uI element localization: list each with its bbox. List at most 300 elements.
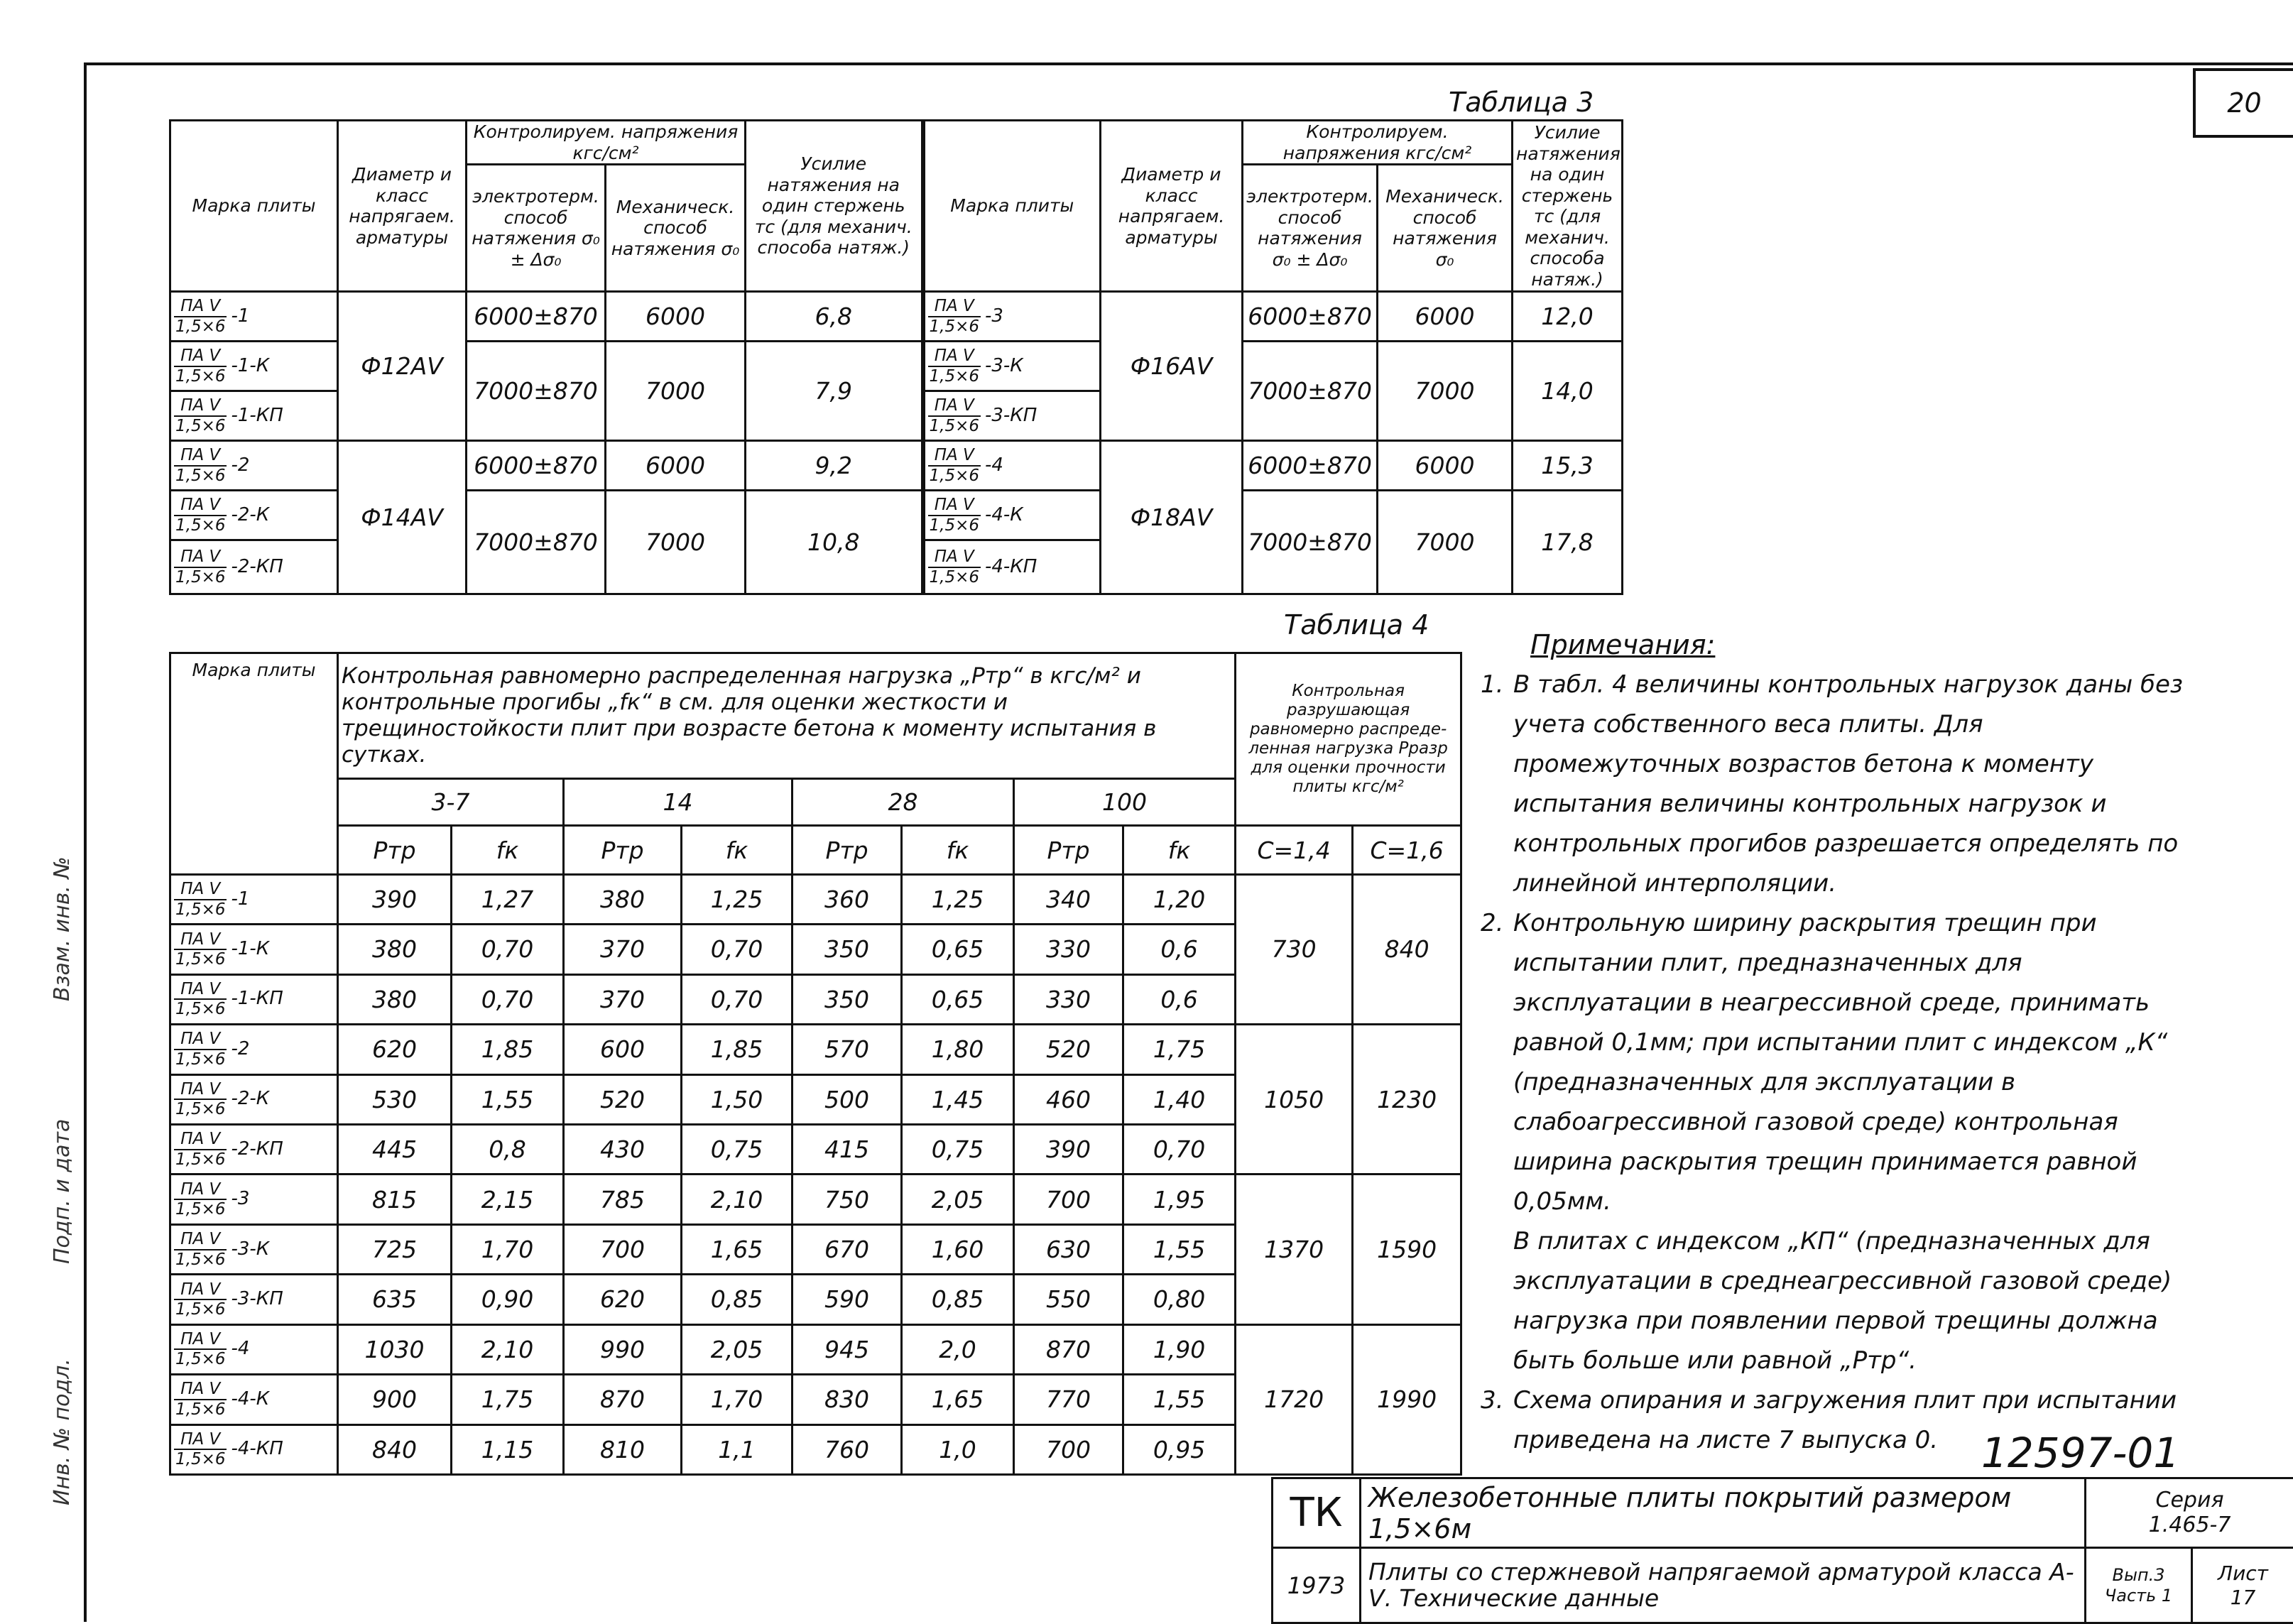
t4-row-11-f-age-3: 1,65 (902, 1375, 1014, 1424)
t3-header-mech-2: Механическ. способ натяжения σ₀ (1378, 165, 1513, 292)
t4-row-9-p-age-4: 550 (1014, 1275, 1123, 1324)
t4-row-9-p-age-2: 620 (564, 1275, 682, 1324)
t4-row-12-f-age-4: 0,95 (1123, 1424, 1236, 1475)
t4-row-mark-1-size: 1,5×6 (174, 900, 227, 919)
t4-row-7-f-age-4: 1,95 (1123, 1175, 1236, 1224)
t4-row-3-p-age-3: 350 (793, 974, 902, 1024)
t4-row-1-p-age-2: 380 (564, 874, 682, 924)
t4-row-7-f-age-1: 2,15 (452, 1175, 564, 1224)
t4-row-2-p-age-1: 380 (338, 925, 452, 974)
t4-row-mark-5-size: 1,5×6 (174, 1100, 227, 1118)
t4-row-2-p-age-3: 350 (793, 925, 902, 974)
t3-left-mark-3-index: -1-КП (231, 405, 283, 426)
t3-header-diam: Диаметр и класс напрягаем. арматуры (338, 121, 467, 292)
sheet-number-box (2193, 68, 2293, 138)
t4-row-2-f-age-4: 0,6 (1123, 925, 1236, 974)
note-2 (1481, 903, 2191, 1221)
t4-row-4-p-age-1: 620 (338, 1025, 452, 1074)
t3-left-mark-2-series: ПА Ⅴ (174, 347, 227, 366)
t4-row-11-p-age-2: 870 (564, 1375, 682, 1424)
t4-row-8-p-age-3: 670 (793, 1224, 902, 1274)
t3-header-mech: Механическ. способ натяжения σ₀ (606, 165, 746, 292)
t4-row-1-p-age-3: 360 (793, 874, 902, 924)
t4-row-mark-8-series: ПА Ⅴ (174, 1230, 227, 1250)
t4-row-mark-3-series: ПА Ⅴ (174, 980, 227, 1000)
t4-row-6-p-age-2: 430 (564, 1124, 682, 1174)
t4-header-main: Контрольная равномерно распределенная нагрузка „Pтр“ в кгс/м² и контрольные прогибы „fк“ в см. для оценки жесткости и трещиностойкости плит при возрасте бетона к моменту испытания в сутках. (338, 653, 1236, 779)
t4-row-12-p-age-3: 760 (793, 1424, 902, 1475)
t4-row-11-f-age-4: 1,55 (1123, 1375, 1236, 1424)
t4-row-1-p-age-4: 340 (1014, 874, 1123, 924)
margin-label-1: Инв. № подл. (50, 1358, 75, 1505)
t3-left-force-2: 7,9 (746, 342, 923, 441)
t3-right-mark-4-index: -4 (985, 454, 1003, 476)
t4-row-6-f-age-3: 0,75 (902, 1124, 1014, 1174)
t4-row-mark-11 (170, 1375, 338, 1424)
t4-c2: C=1,6 (1353, 826, 1461, 874)
t3-right-electro-2: 7000±870 (1243, 342, 1378, 441)
t4-row-6-f-age-4: 0,70 (1123, 1124, 1236, 1174)
t4-row-mark-2-size: 1,5×6 (174, 950, 227, 969)
t4-row-mark-4 (170, 1025, 338, 1074)
t4-row-mark-9-series: ПА Ⅴ (174, 1280, 227, 1300)
t4-row-mark-8-size: 1,5×6 (174, 1250, 227, 1269)
t4-row-11-f-age-2: 1,70 (682, 1375, 793, 1424)
t3-right-mech-1: 6000 (1378, 292, 1513, 342)
t4-row-1-f-age-1: 1,27 (452, 874, 564, 924)
t4-row-12-f-age-3: 1,0 (902, 1424, 1014, 1475)
t4-row-mark-11-series: ПА Ⅴ (174, 1380, 227, 1400)
t3-left-mark-4 (170, 441, 338, 491)
t3-header-control: Контролируем. напряжения кгс/см² (467, 121, 746, 165)
stamp-issue: Вып.3 (2093, 1565, 2184, 1586)
t4-row-10-p-age-1: 1030 (338, 1324, 452, 1374)
stamp-part: Часть 1 (2093, 1586, 2184, 1606)
t3-header-force-2: Усилие натяжения на один стержень тс (для механич. способа натяж.) (1513, 121, 1623, 292)
frame-left (84, 62, 87, 1622)
t4-row-mark-5 (170, 1074, 338, 1124)
t4-row-1-f-age-2: 1,25 (682, 874, 793, 924)
t3-right-mark-1 (923, 292, 1101, 342)
t4-row-7-f-age-3: 2,05 (902, 1175, 1014, 1224)
note-3-number: 3. (1481, 1380, 1513, 1460)
t4-row-1-p-age-1: 390 (338, 874, 452, 924)
t3-left-mech-1: 6000 (606, 292, 746, 342)
t3-left-mark-6-size: 1,5×6 (174, 568, 227, 587)
t4-row-11-f-age-1: 1,75 (452, 1375, 564, 1424)
t4-age-3: 28 (793, 779, 1014, 826)
t4-row-mark-8-fraction (174, 1230, 227, 1269)
note-1 (1481, 665, 2191, 903)
t3-left-force-5: 10,8 (746, 491, 923, 594)
t3-left-mark-2 (170, 342, 338, 391)
t4-row-8-f-age-1: 1,70 (452, 1224, 564, 1274)
t4-row-mark-7-fraction (174, 1180, 227, 1219)
t4-row-mark-9-index: -3-КП (231, 1288, 283, 1309)
table3-caption: Таблица 3 (1449, 87, 1594, 118)
margin-label-3: Взам. инв. № (50, 856, 75, 1001)
t4-row-mark-9-size: 1,5×6 (174, 1300, 227, 1319)
t4-row-mark-10 (170, 1324, 338, 1374)
t4-row-10-f-age-2: 2,05 (682, 1324, 793, 1374)
t4-row-mark-2-fraction (174, 930, 227, 969)
t4-group-4-c2: 1990 (1353, 1324, 1461, 1474)
stamp-sheet: 17 (2200, 1586, 2286, 1610)
t4-row-mark-10-series: ПА Ⅴ (174, 1330, 227, 1350)
t4-row-2-f-age-1: 0,70 (452, 925, 564, 974)
document-number: 12597-01 (1981, 1429, 2179, 1477)
t4-row-4-p-age-4: 520 (1014, 1025, 1123, 1074)
t4-row-mark-1-index: -1 (231, 888, 249, 910)
t4-p-2: Pтр (564, 826, 682, 874)
t4-row-4-f-age-2: 1,85 (682, 1025, 793, 1074)
t4-row-5-p-age-3: 500 (793, 1074, 902, 1124)
t4-f-3: fк (902, 826, 1014, 874)
t4-group-1-c1: 730 (1236, 874, 1353, 1024)
t3-right-mark-2-size: 1,5×6 (928, 367, 981, 386)
t4-row-7-p-age-3: 750 (793, 1175, 902, 1224)
t4-row-6-f-age-2: 0,75 (682, 1124, 793, 1174)
t3-left-mech-4: 6000 (606, 441, 746, 491)
t4-row-11-p-age-3: 830 (793, 1375, 902, 1424)
t3-header-electro-2: электротерм. способ натяжения σ₀ ± Δσ₀ (1243, 165, 1378, 292)
stamp-title-2: Плиты со стержневой напрягаемой арматурой класса А-Ⅴ. Технические данные (1361, 1548, 2086, 1623)
t3-left-mark-6-series: ПА Ⅴ (174, 547, 227, 567)
stamp-sheet-cell (2192, 1548, 2293, 1623)
t4-row-2-f-age-3: 0,65 (902, 925, 1014, 974)
t3-right-mark-2-series: ПА Ⅴ (928, 347, 981, 366)
t3-right-electro-1: 6000±870 (1243, 292, 1378, 342)
t3-right-mark-6-index: -4-КП (985, 556, 1037, 577)
notes-title: Примечания: (1530, 625, 2191, 665)
t4-row-10-f-age-3: 2,0 (902, 1324, 1014, 1374)
t4-row-mark-10-index: -4 (231, 1338, 249, 1359)
t4-group-2-c2: 1230 (1353, 1025, 1461, 1175)
t4-row-5-p-age-4: 460 (1014, 1074, 1123, 1124)
stamp-issue-cell (2086, 1548, 2192, 1623)
t4-group-4-c1: 1720 (1236, 1324, 1353, 1474)
t3-left-mark-3-series: ПА Ⅴ (174, 396, 227, 416)
t4-row-mark-4-index: -2 (231, 1038, 249, 1059)
t4-f-2: fк (682, 826, 793, 874)
t4-row-mark-5-fraction (174, 1080, 227, 1119)
note-1-number: 1. (1481, 665, 1513, 903)
t4-row-mark-12-index: -4-КП (231, 1438, 283, 1459)
t4-row-6-p-age-1: 445 (338, 1124, 452, 1174)
t3-right-mark-6 (923, 540, 1101, 594)
table4 (169, 652, 1462, 1476)
t3-left-electro-2: 7000±870 (467, 342, 606, 441)
t3-left-mech-5: 7000 (606, 491, 746, 594)
t4-p-3: Pтр (793, 826, 902, 874)
t3-header-diam-2: Диаметр и класс напрягаем. арматуры (1101, 121, 1243, 292)
t4-row-5-f-age-1: 1,55 (452, 1074, 564, 1124)
stamp-series: 1.465-7 (2093, 1513, 2286, 1538)
t3-right-mark-3-fraction (928, 396, 981, 435)
t4-row-mark-1-series: ПА Ⅴ (174, 880, 227, 900)
t3-right-mark-5-index: -4-К (985, 504, 1023, 525)
t4-row-9-f-age-3: 0,85 (902, 1275, 1014, 1324)
t4-row-7-p-age-1: 815 (338, 1175, 452, 1224)
t4-row-mark-9 (170, 1275, 338, 1324)
t3-left-mark-2-index: -1-К (231, 355, 269, 376)
stamp-series-cell (2086, 1478, 2293, 1548)
t4-row-7-p-age-4: 700 (1014, 1175, 1123, 1224)
t3-right-mark-1-series: ПА Ⅴ (928, 297, 981, 317)
t4-row-8-f-age-3: 1,60 (902, 1224, 1014, 1274)
t3-right-mark-6-series: ПА Ⅴ (928, 547, 981, 567)
t3-header-mark-2: Марка плиты (923, 121, 1101, 292)
t3-right-diam-1: Ф16АⅤ (1101, 292, 1243, 441)
t3-left-mark-5-index: -2-К (231, 504, 269, 525)
t4-row-mark-4-series: ПА Ⅴ (174, 1030, 227, 1050)
t4-age-2: 14 (564, 779, 793, 826)
t4-row-3-f-age-1: 0,70 (452, 974, 564, 1024)
t4-row-12-p-age-1: 840 (338, 1424, 452, 1475)
t4-row-4-f-age-1: 1,85 (452, 1025, 564, 1074)
t4-row-5-f-age-4: 1,40 (1123, 1074, 1236, 1124)
t3-left-mark-2-fraction (174, 347, 227, 386)
t3-right-force-5: 17,8 (1513, 491, 1623, 594)
t3-left-mark-1-index: -1 (231, 305, 249, 327)
t4-row-9-p-age-3: 590 (793, 1275, 902, 1324)
t3-right-mark-4-size: 1,5×6 (928, 467, 981, 485)
t4-row-mark-7-size: 1,5×6 (174, 1200, 227, 1219)
t4-row-5-p-age-2: 520 (564, 1074, 682, 1124)
t3-right-mark-3 (923, 391, 1101, 441)
stamp-sheet-label: Лист (2200, 1562, 2286, 1586)
t3-left-mark-6 (170, 540, 338, 594)
t3-right-mark-3-series: ПА Ⅴ (928, 396, 981, 416)
t3-left-mech-2: 7000 (606, 342, 746, 441)
t4-row-3-f-age-3: 0,65 (902, 974, 1014, 1024)
t3-right-force-2: 14,0 (1513, 342, 1623, 441)
t3-left-mark-3 (170, 391, 338, 441)
t3-right-mark-3-index: -3-КП (985, 405, 1037, 426)
t3-left-mark-1-size: 1,5×6 (174, 317, 227, 336)
t4-row-6-f-age-1: 0,8 (452, 1124, 564, 1174)
t3-left-mark-4-fraction (174, 446, 227, 485)
t4-row-mark-6 (170, 1124, 338, 1174)
t4-row-mark-2 (170, 925, 338, 974)
t4-row-11-p-age-1: 900 (338, 1375, 452, 1424)
t3-left-mark-4-index: -2 (231, 454, 249, 476)
t3-left-mark-3-fraction (174, 396, 227, 435)
table4-caption: Таблица 4 (1284, 609, 1429, 641)
t4-row-3-p-age-1: 380 (338, 974, 452, 1024)
t4-row-mark-12 (170, 1424, 338, 1475)
t4-row-mark-8-index: -3-К (231, 1238, 269, 1260)
t4-row-mark-7-index: -3 (231, 1188, 249, 1209)
margin-label-2: Подп. и дата (50, 1119, 75, 1264)
t4-row-4-p-age-3: 570 (793, 1025, 902, 1074)
t4-row-10-f-age-1: 2,10 (452, 1324, 564, 1374)
t4-row-mark-12-fraction (174, 1430, 227, 1469)
t4-row-mark-6-fraction (174, 1130, 227, 1169)
t4-row-mark-3-size: 1,5×6 (174, 1000, 227, 1018)
t4-age-4: 100 (1014, 779, 1236, 826)
t4-row-mark-9-fraction (174, 1280, 227, 1319)
t4-row-mark-5-index: -2-К (231, 1088, 269, 1109)
t3-left-diam-1: Ф12АⅤ (338, 292, 467, 441)
t3-left-mark-4-size: 1,5×6 (174, 467, 227, 485)
t3-right-diam-2: Ф18АⅤ (1101, 441, 1243, 594)
t4-row-7-p-age-2: 785 (564, 1175, 682, 1224)
t4-row-6-p-age-4: 390 (1014, 1124, 1123, 1174)
t3-left-mark-5-fraction (174, 496, 227, 535)
t4-row-mark-1 (170, 874, 338, 924)
t4-row-3-p-age-2: 370 (564, 974, 682, 1024)
note-2-text: Контрольную ширину раскрытия трещин при испытании плит, предназначенных для эксплуатации в неагрессивной среде, принимать равной 0,1мм; при испытании плит с индексом „К“ (предназначенных для эксплуатации в слабоагрессивной газовой среде) контрольная ширина раскрытия трещин принимается равной 0,05мм. (1513, 903, 2191, 1221)
t3-right-mark-1-fraction (928, 297, 981, 336)
sheet-number: 20 (2227, 87, 2261, 119)
t4-row-mark-1-fraction (174, 880, 227, 919)
t4-row-4-f-age-4: 1,75 (1123, 1025, 1236, 1074)
t4-row-1-f-age-4: 1,20 (1123, 874, 1236, 924)
t4-row-mark-5-series: ПА Ⅴ (174, 1080, 227, 1100)
t3-left-mark-1-fraction (174, 297, 227, 336)
t3-right-mark-5-fraction (928, 496, 981, 535)
t4-row-9-f-age-1: 0,90 (452, 1275, 564, 1324)
t3-left-mark-6-fraction (174, 547, 227, 587)
t4-row-mark-11-index: -4-К (231, 1388, 269, 1410)
t3-right-mark-3-size: 1,5×6 (928, 417, 981, 435)
t4-row-mark-10-size: 1,5×6 (174, 1350, 227, 1368)
t4-row-1-f-age-3: 1,25 (902, 874, 1014, 924)
t4-row-mark-10-fraction (174, 1330, 227, 1369)
t4-row-12-f-age-1: 1,15 (452, 1424, 564, 1475)
t3-left-mark-1 (170, 292, 338, 342)
t3-right-mark-5-size: 1,5×6 (928, 516, 981, 535)
t4-row-2-p-age-4: 330 (1014, 925, 1123, 974)
t4-header-mark: Марка плиты (170, 653, 338, 875)
t3-right-mark-5-series: ПА Ⅴ (928, 496, 981, 516)
t4-row-mark-4-fraction (174, 1030, 227, 1069)
t3-right-mech-5: 7000 (1378, 491, 1513, 594)
frame-top (84, 62, 2293, 65)
t3-right-electro-5: 7000±870 (1243, 491, 1378, 594)
table3 (169, 119, 1623, 595)
t4-row-8-p-age-2: 700 (564, 1224, 682, 1274)
t4-row-mark-7 (170, 1175, 338, 1224)
t4-row-mark-6-index: -2-КП (231, 1138, 283, 1160)
t3-left-electro-4: 6000±870 (467, 441, 606, 491)
t4-row-8-p-age-1: 725 (338, 1224, 452, 1274)
t3-right-mark-4 (923, 441, 1101, 491)
t4-f-4: fк (1123, 826, 1236, 874)
t4-row-5-p-age-1: 530 (338, 1074, 452, 1124)
t4-row-5-f-age-3: 1,45 (902, 1074, 1014, 1124)
t3-right-force-1: 12,0 (1513, 292, 1623, 342)
t4-row-mark-3 (170, 974, 338, 1024)
note-1-text: В табл. 4 величины контрольных нагрузок даны без учета собственного веса плиты. Для промежуточных возрастов бетона к моменту испытания величины контрольных нагрузок и контрольных прогибов разрешается определять по линейной интерполяции. (1513, 665, 2191, 903)
t4-row-mark-6-series: ПА Ⅴ (174, 1130, 227, 1150)
t3-right-mark-2-index: -3-К (985, 355, 1023, 376)
t4-row-10-f-age-4: 1,90 (1123, 1324, 1236, 1374)
t4-row-3-f-age-2: 0,70 (682, 974, 793, 1024)
t4-row-11-p-age-4: 770 (1014, 1375, 1123, 1424)
t3-left-electro-1: 6000±870 (467, 292, 606, 342)
t4-group-3-c1: 1370 (1236, 1175, 1353, 1324)
t3-right-mech-2: 7000 (1378, 342, 1513, 441)
t4-group-1-c2: 840 (1353, 874, 1461, 1024)
margin-labels (50, 767, 78, 1513)
t4-row-8-f-age-2: 1,65 (682, 1224, 793, 1274)
t3-left-mark-2-size: 1,5×6 (174, 367, 227, 386)
t4-row-10-p-age-4: 870 (1014, 1324, 1123, 1374)
t4-p-1: Pтр (338, 826, 452, 874)
t4-group-3-c2: 1590 (1353, 1175, 1461, 1324)
note-2-number: 2. (1481, 903, 1513, 1221)
stamp-title-1: Железобетонные плиты покрытий размером 1,5×6м (1361, 1478, 2086, 1548)
t4-row-2-p-age-2: 370 (564, 925, 682, 974)
t4-row-mark-6-size: 1,5×6 (174, 1150, 227, 1169)
t3-header-electro: электротерм. способ натяжения σ₀ ± Δσ₀ (467, 165, 606, 292)
t4-row-4-p-age-2: 600 (564, 1025, 682, 1074)
t4-group-2-c1: 1050 (1236, 1025, 1353, 1175)
t4-c1: C=1,4 (1236, 826, 1353, 874)
t3-right-mark-5 (923, 491, 1101, 540)
t3-right-mark-6-fraction (928, 547, 981, 587)
t4-row-9-f-age-4: 0,80 (1123, 1275, 1236, 1324)
t3-left-force-4: 9,2 (746, 441, 923, 491)
t4-header-destr: Контрольная разрушающая равномерно распреде- ленная нагрузка Pразр для оценки прочности плиты кгс/м² (1236, 653, 1461, 826)
t3-left-mark-5-series: ПА Ⅴ (174, 496, 227, 516)
t4-row-mark-3-fraction (174, 980, 227, 1019)
t4-row-12-p-age-2: 810 (564, 1424, 682, 1475)
t3-header-control-2: Контролируем. напряжения кгс/см² (1243, 121, 1513, 165)
t3-right-mark-2 (923, 342, 1101, 391)
t4-row-4-f-age-3: 1,80 (902, 1025, 1014, 1074)
t4-row-5-f-age-2: 1,50 (682, 1074, 793, 1124)
t4-row-mark-2-index: -1-К (231, 938, 269, 959)
t3-left-force-1: 6,8 (746, 292, 923, 342)
t4-row-10-p-age-3: 945 (793, 1324, 902, 1374)
t3-right-mark-1-index: -3 (985, 305, 1003, 327)
note-2-continued: В плитах с индексом „КП“ (предназначенных для эксплуатации в среднеагрессивной газовой среде) нагрузка при появлении первой трещины должна быть больше или равной „Pтр“. (1513, 1221, 2191, 1380)
t4-row-8-f-age-4: 1,55 (1123, 1224, 1236, 1274)
title-block (1271, 1477, 2293, 1624)
t4-row-2-f-age-2: 0,70 (682, 925, 793, 974)
t3-left-mark-5-size: 1,5×6 (174, 516, 227, 535)
t3-left-mark-4-series: ПА Ⅴ (174, 446, 227, 466)
t4-row-12-f-age-2: 1,1 (682, 1424, 793, 1475)
t4-p-4: Pтр (1014, 826, 1123, 874)
t4-age-1: 3-7 (338, 779, 564, 826)
t3-right-mark-6-size: 1,5×6 (928, 568, 981, 587)
stamp-org: ТК (1273, 1478, 1361, 1548)
t3-header-force: Усилие натяжения на один стержень тс (для механич. способа натяж.) (746, 121, 923, 292)
t4-row-mark-11-fraction (174, 1380, 227, 1419)
t4-row-9-p-age-1: 635 (338, 1275, 452, 1324)
notes (1481, 625, 2191, 1460)
t3-right-mark-2-fraction (928, 347, 981, 386)
t4-row-12-p-age-4: 700 (1014, 1424, 1123, 1475)
t4-row-mark-8 (170, 1224, 338, 1274)
t4-row-3-p-age-4: 330 (1014, 974, 1123, 1024)
t3-right-mark-4-fraction (928, 446, 981, 485)
t3-right-electro-4: 6000±870 (1243, 441, 1378, 491)
note-3-text: Схема опирания и загружения плит при испытании приведена на листе 7 выпуска 0. (1513, 1380, 2191, 1460)
t4-row-3-f-age-4: 0,6 (1123, 974, 1236, 1024)
t4-row-9-f-age-2: 0,85 (682, 1275, 793, 1324)
stamp-series-label: Серия (2093, 1488, 2286, 1513)
t3-right-force-4: 15,3 (1513, 441, 1623, 491)
stamp-year: 1973 (1273, 1548, 1361, 1623)
t4-row-mark-2-series: ПА Ⅴ (174, 930, 227, 950)
t4-f-1: fк (452, 826, 564, 874)
t3-left-mark-1-series: ПА Ⅴ (174, 297, 227, 317)
